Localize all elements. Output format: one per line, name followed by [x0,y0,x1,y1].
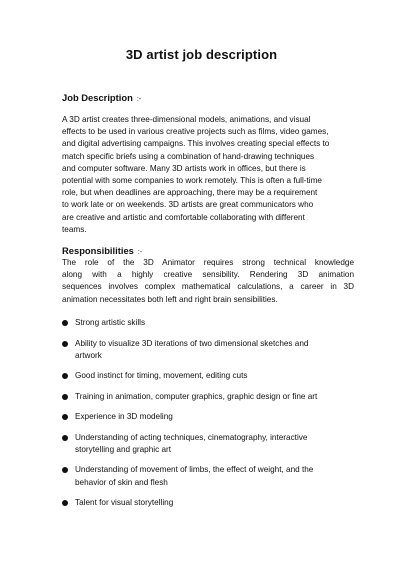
responsibilities-heading-suffix: :- [137,249,143,256]
skills-bullet-list [62,317,362,518]
paragraph-line: and digital advertising campaigns. This involves creating special effects to [62,139,330,149]
list-item [62,370,362,382]
list-item-text: Talent for visual storytelling [75,498,174,508]
paragraph-line: effects to be used in various creative projects such as films, video games, [62,127,329,137]
paragraph-line: A 3D artist creates three-dimensional models, animations, and visual [62,115,311,124]
paragraph-line: to work late or on weekends. 3D artists are great communicators who [62,200,314,210]
bullet-icon [62,320,68,326]
document-title: 3D artist job description [125,47,278,62]
paragraph-line: potential with some companies to work remotely. This is often a full-time [62,176,322,186]
list-item-text: Training in animation, computer graphics, graphic design or fine art [75,391,318,401]
bullet-icon [62,394,68,400]
paragraph-line: match specific briefs using a combination of hand-drawing techniques [62,151,315,161]
bullet-icon [62,435,68,441]
bullet-icon [62,467,68,473]
list-item-text: Understanding of movement of limbs, the effect of weight, and the [75,465,314,475]
list-item [62,464,362,488]
bullet-icon [62,373,68,379]
list-item-text: Experience in 3D modeling [75,412,173,422]
paragraph-line: are creative and artistic and comfortable collaborating with different [62,212,305,222]
list-item-text: Strong artistic skills [75,318,146,327]
paragraph-line: animation necessitates both left and right brain sensibilities. [62,294,278,304]
paragraph-line: role, but when deadlines are approaching, there may be a requirement [62,188,318,198]
list-item [62,317,362,329]
list-item [62,338,362,362]
paragraph-line: sequences involves complex mathematical calculations, a career in 3D [62,282,354,292]
list-item-text: Good instinct for timing, movement, editing cuts [75,371,248,381]
responsibilities-heading-text: Responsibilities [62,245,134,256]
job-description-paragraph [62,114,354,236]
list-item-text: Ability to visualize 3D iterations of two dimensional sketches and [75,338,309,348]
list-item [62,432,362,456]
list-item [62,411,362,423]
job-description-heading-suffix: :- [136,96,142,103]
list-item-text: storytelling and graphic art [75,444,172,454]
bullet-icon [62,341,68,347]
job-description-heading [62,92,141,106]
bullet-icon [62,500,68,506]
list-item-text: artwork [75,350,102,360]
list-item-text: Understanding of acting techniques, cinematography, interactive [75,432,308,442]
paragraph-line: and computer software. Many 3D artists work in offices, but there is [62,163,306,173]
bullet-icon [62,414,68,420]
job-description-heading-text: Job Description [62,92,133,103]
paragraph-line: along with a highly creative sensibility. Rendering 3D animation [62,270,354,280]
paragraph-line: teams. [62,224,87,234]
list-item [62,391,362,403]
responsibilities-paragraph [62,257,354,306]
list-item [62,497,362,509]
list-item-text: behavior of skin and flesh [75,477,168,487]
paragraph-line: The role of the 3D Animator requires strong technical knowledge [62,258,354,267]
